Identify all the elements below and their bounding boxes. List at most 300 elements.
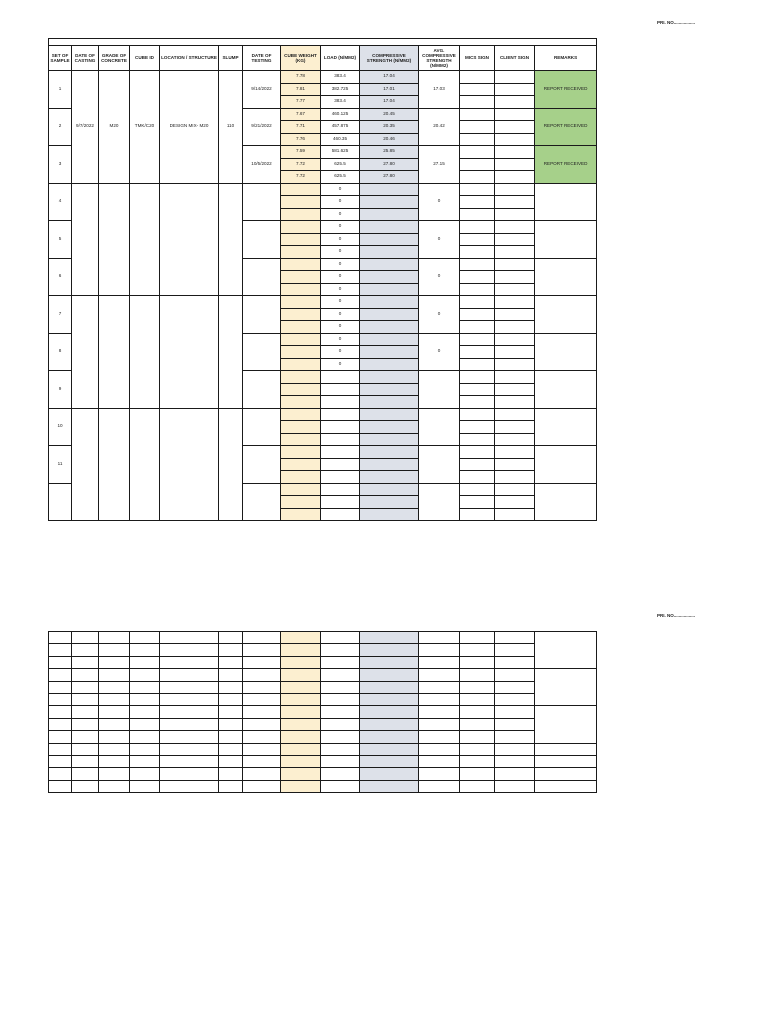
compressive-strength xyxy=(360,508,419,521)
mics-sign xyxy=(460,408,495,421)
empty-cell xyxy=(243,693,281,705)
empty-cell xyxy=(281,693,321,705)
avg-strength xyxy=(419,371,460,409)
load: 0 xyxy=(321,296,360,309)
load: 0 xyxy=(321,196,360,209)
empty-cell xyxy=(219,656,243,668)
empty-cell xyxy=(160,780,219,792)
client-sign xyxy=(495,346,535,359)
empty-cell xyxy=(99,755,130,767)
cube-weight xyxy=(281,396,321,409)
cube-weight: 7.72 xyxy=(281,158,321,171)
empty-cell xyxy=(72,681,99,693)
empty-cell xyxy=(49,743,72,755)
empty-cell xyxy=(243,644,281,656)
empty-cell xyxy=(130,669,160,681)
load xyxy=(321,421,360,434)
mics-sign xyxy=(460,346,495,359)
client-sign xyxy=(495,71,535,84)
mics-sign xyxy=(460,183,495,196)
load: 0 xyxy=(321,258,360,271)
header-slump: SLUMP xyxy=(219,46,243,71)
client-sign xyxy=(495,333,535,346)
empty-cell xyxy=(130,706,160,718)
cube-weight xyxy=(281,308,321,321)
avg-strength xyxy=(419,446,460,484)
empty-cell xyxy=(360,632,419,644)
cube-weight xyxy=(281,283,321,296)
empty-cell xyxy=(321,669,360,681)
client-sign xyxy=(495,446,535,459)
empty-cell xyxy=(219,706,243,718)
empty-cell xyxy=(321,681,360,693)
remarks xyxy=(535,408,597,446)
client-sign xyxy=(495,433,535,446)
compressive-strength xyxy=(360,371,419,384)
load xyxy=(321,496,360,509)
set-number: 8 xyxy=(49,333,72,371)
slump xyxy=(219,296,243,409)
empty-cell xyxy=(281,706,321,718)
empty-cell xyxy=(130,693,160,705)
remarks xyxy=(535,768,597,780)
header-remarks: REMARKS xyxy=(535,46,597,71)
remarks xyxy=(535,296,597,334)
table-row xyxy=(49,71,597,84)
empty-cell xyxy=(281,768,321,780)
cube-id: TMK/C20 xyxy=(130,71,160,184)
empty-cell xyxy=(495,731,535,743)
empty-cell xyxy=(243,743,281,755)
empty-cell xyxy=(360,644,419,656)
mics-sign xyxy=(460,71,495,84)
load xyxy=(321,433,360,446)
empty-cell xyxy=(460,706,495,718)
cube-weight xyxy=(281,508,321,521)
remarks xyxy=(535,632,597,669)
testing-date xyxy=(243,483,281,521)
empty-cell xyxy=(99,693,130,705)
empty-cell xyxy=(360,743,419,755)
client-sign xyxy=(495,246,535,259)
empty-cell xyxy=(419,632,460,644)
empty-cell xyxy=(460,718,495,730)
remarks: REPORT RECEIVED xyxy=(535,71,597,109)
set-number: 10 xyxy=(49,408,72,446)
empty-cell xyxy=(360,669,419,681)
load: 460.125 xyxy=(321,108,360,121)
compressive-strength xyxy=(360,458,419,471)
compressive-strength xyxy=(360,183,419,196)
empty-cell xyxy=(49,718,72,730)
empty-cell xyxy=(219,718,243,730)
load: 0 xyxy=(321,246,360,259)
empty-cell xyxy=(460,743,495,755)
empty-cell xyxy=(49,681,72,693)
empty-cell xyxy=(130,718,160,730)
client-sign xyxy=(495,471,535,484)
empty-cell xyxy=(219,644,243,656)
header-client: CLIENT SIGN xyxy=(495,46,535,71)
avg-strength: 0 xyxy=(419,333,460,371)
cube-weight: 7.81 xyxy=(281,83,321,96)
avg-strength: 17.03 xyxy=(419,71,460,109)
empty-cell xyxy=(72,755,99,767)
empty-cell xyxy=(460,693,495,705)
client-sign xyxy=(495,208,535,221)
client-sign xyxy=(495,271,535,284)
cube-weight xyxy=(281,496,321,509)
load xyxy=(321,471,360,484)
mics-sign xyxy=(460,221,495,234)
mics-sign xyxy=(460,146,495,159)
cube-weight xyxy=(281,371,321,384)
empty-cell xyxy=(460,755,495,767)
client-sign xyxy=(495,121,535,134)
empty-cell xyxy=(281,669,321,681)
empty-cell xyxy=(72,669,99,681)
compressive-strength xyxy=(360,496,419,509)
empty-cell xyxy=(130,780,160,792)
compressive-strength xyxy=(360,396,419,409)
empty-cell xyxy=(72,768,99,780)
cube-id xyxy=(130,183,160,296)
cube-weight xyxy=(281,221,321,234)
client-sign xyxy=(495,396,535,409)
empty-cell xyxy=(243,731,281,743)
empty-cell xyxy=(360,755,419,767)
empty-cell xyxy=(321,731,360,743)
empty-cell xyxy=(281,632,321,644)
empty-cell xyxy=(360,768,419,780)
compressive-strength xyxy=(360,283,419,296)
empty-cell xyxy=(130,743,160,755)
empty-cell xyxy=(49,644,72,656)
empty-cell xyxy=(160,706,219,718)
empty-cell xyxy=(160,743,219,755)
compressive-strength xyxy=(360,208,419,221)
empty-cell xyxy=(160,656,219,668)
table-row xyxy=(49,755,597,767)
empty-cell xyxy=(160,644,219,656)
mics-sign xyxy=(460,208,495,221)
empty-cell xyxy=(360,706,419,718)
compressive-strength xyxy=(360,358,419,371)
table-row xyxy=(49,681,597,693)
cube-weight xyxy=(281,446,321,459)
remarks xyxy=(535,755,597,767)
avg-strength xyxy=(419,408,460,446)
remarks xyxy=(535,669,597,706)
empty-cell xyxy=(321,768,360,780)
cube-weight xyxy=(281,483,321,496)
compressive-strength xyxy=(360,333,419,346)
empty-cell xyxy=(321,656,360,668)
empty-cell xyxy=(219,743,243,755)
cube-weight xyxy=(281,208,321,221)
table-row xyxy=(49,296,597,309)
empty-cell xyxy=(49,693,72,705)
empty-cell xyxy=(281,780,321,792)
table-row xyxy=(49,768,597,780)
empty-cell xyxy=(243,780,281,792)
mics-sign xyxy=(460,83,495,96)
set-number xyxy=(49,483,72,521)
grade: M20 xyxy=(99,71,130,184)
empty-cell xyxy=(219,693,243,705)
empty-cell xyxy=(243,706,281,718)
empty-cell xyxy=(360,780,419,792)
empty-cell xyxy=(495,718,535,730)
compressive-strength xyxy=(360,471,419,484)
empty-cell xyxy=(360,681,419,693)
compressive-strength xyxy=(360,246,419,259)
mics-sign xyxy=(460,333,495,346)
empty-cell xyxy=(160,693,219,705)
load xyxy=(321,383,360,396)
client-sign xyxy=(495,371,535,384)
compressive-strength: 20.35 xyxy=(360,121,419,134)
header-testing: DATE OF TESTING xyxy=(243,46,281,71)
mics-sign xyxy=(460,96,495,109)
client-sign xyxy=(495,496,535,509)
empty-cell xyxy=(130,681,160,693)
empty-cell xyxy=(49,731,72,743)
load: 0 xyxy=(321,233,360,246)
testing-date xyxy=(243,221,281,259)
cube-weight: 7.72 xyxy=(281,171,321,184)
empty-cell xyxy=(49,780,72,792)
empty-cell xyxy=(419,755,460,767)
empty-cell xyxy=(49,706,72,718)
set-number: 3 xyxy=(49,146,72,184)
client-sign xyxy=(495,158,535,171)
load xyxy=(321,508,360,521)
empty-cell xyxy=(130,731,160,743)
empty-cell xyxy=(321,718,360,730)
empty-cell xyxy=(460,731,495,743)
location xyxy=(160,296,219,409)
table-row xyxy=(49,644,597,656)
mics-sign xyxy=(460,433,495,446)
load: 0 xyxy=(321,321,360,334)
empty-cell xyxy=(495,743,535,755)
empty-cell xyxy=(49,669,72,681)
empty-cell xyxy=(281,681,321,693)
empty-cell xyxy=(130,755,160,767)
empty-cell xyxy=(49,656,72,668)
client-sign xyxy=(495,233,535,246)
empty-cell xyxy=(160,681,219,693)
load: 0 xyxy=(321,221,360,234)
avg-strength xyxy=(419,483,460,521)
empty-cell xyxy=(243,632,281,644)
empty-cell xyxy=(72,718,99,730)
empty-cell xyxy=(219,768,243,780)
compressive-strength xyxy=(360,308,419,321)
mics-sign xyxy=(460,508,495,521)
mics-sign xyxy=(460,458,495,471)
header-weight: CUBE WEIGHT (KG) xyxy=(281,46,321,71)
client-sign xyxy=(495,133,535,146)
compressive-strength xyxy=(360,421,419,434)
grade xyxy=(99,296,130,409)
cube-id xyxy=(130,296,160,409)
set-number: 6 xyxy=(49,258,72,296)
client-sign xyxy=(495,358,535,371)
load: 383.4 xyxy=(321,96,360,109)
header-avg: AVG. COMPRESSIVE STRENGTH (N/MM2) xyxy=(419,46,460,71)
empty-cell xyxy=(99,768,130,780)
table-row xyxy=(49,632,597,644)
empty-cell xyxy=(99,632,130,644)
empty-cell xyxy=(460,681,495,693)
load xyxy=(321,446,360,459)
empty-cell xyxy=(72,644,99,656)
empty-cell xyxy=(321,755,360,767)
compressive-strength xyxy=(360,483,419,496)
client-sign xyxy=(495,146,535,159)
table-row xyxy=(49,780,597,792)
empty-cell xyxy=(99,681,130,693)
set-number: 4 xyxy=(49,183,72,221)
empty-cell xyxy=(495,656,535,668)
casting-date xyxy=(72,296,99,409)
empty-cell xyxy=(243,681,281,693)
empty-cell xyxy=(160,731,219,743)
mics-sign xyxy=(460,496,495,509)
empty-cell xyxy=(281,731,321,743)
cube-weight xyxy=(281,408,321,421)
compressive-strength xyxy=(360,221,419,234)
client-sign xyxy=(495,258,535,271)
avg-strength: 0 xyxy=(419,221,460,259)
avg-strength: 0 xyxy=(419,183,460,221)
cube-weight: 7.59 xyxy=(281,146,321,159)
empty-cell xyxy=(419,644,460,656)
set-number: 9 xyxy=(49,371,72,409)
client-sign xyxy=(495,108,535,121)
testing-date: 9/21/2022 xyxy=(243,108,281,146)
remarks xyxy=(535,483,597,521)
header-grade: GRADE OF CONCRETE xyxy=(99,46,130,71)
empty-cell xyxy=(281,656,321,668)
mics-sign xyxy=(460,196,495,209)
second-sheet-table xyxy=(48,631,597,793)
table-row xyxy=(49,693,597,705)
client-sign xyxy=(495,296,535,309)
empty-cell xyxy=(419,731,460,743)
empty-cell xyxy=(219,669,243,681)
cube-weight xyxy=(281,383,321,396)
empty-cell xyxy=(419,693,460,705)
empty-cell xyxy=(321,693,360,705)
set-number: 7 xyxy=(49,296,72,334)
empty-cell xyxy=(219,780,243,792)
load: 457.875 xyxy=(321,121,360,134)
empty-cell xyxy=(72,780,99,792)
compressive-strength xyxy=(360,321,419,334)
empty-cell xyxy=(281,718,321,730)
load: 460.35 xyxy=(321,133,360,146)
empty-cell xyxy=(160,755,219,767)
header-cube-id: CUBE ID xyxy=(130,46,160,71)
table-top-band xyxy=(49,39,597,46)
mics-sign xyxy=(460,396,495,409)
cube-weight xyxy=(281,471,321,484)
mics-sign xyxy=(460,471,495,484)
empty-cell xyxy=(72,731,99,743)
testing-date xyxy=(243,333,281,371)
grade xyxy=(99,183,130,296)
casting-date: 9/7/2022 xyxy=(72,71,99,184)
load: 625.5 xyxy=(321,171,360,184)
empty-cell xyxy=(321,743,360,755)
empty-cell xyxy=(460,644,495,656)
remarks: REPORT RECEIVED xyxy=(535,146,597,184)
empty-cell xyxy=(243,718,281,730)
remarks: REPORT RECEIVED xyxy=(535,108,597,146)
client-sign xyxy=(495,308,535,321)
compressive-strength xyxy=(360,296,419,309)
load: 0 xyxy=(321,346,360,359)
load xyxy=(321,483,360,496)
compressive-strength xyxy=(360,408,419,421)
client-sign xyxy=(495,183,535,196)
remarks xyxy=(535,446,597,484)
empty-cell xyxy=(72,656,99,668)
cube-weight xyxy=(281,421,321,434)
empty-cell xyxy=(495,780,535,792)
load: 581.625 xyxy=(321,146,360,159)
slump xyxy=(219,183,243,296)
compressive-strength xyxy=(360,433,419,446)
mics-sign xyxy=(460,233,495,246)
cube-weight: 7.71 xyxy=(281,121,321,134)
header-location: LOCATION / STRUCTURE xyxy=(160,46,219,71)
empty-cell xyxy=(360,656,419,668)
load: 0 xyxy=(321,283,360,296)
cube-weight xyxy=(281,246,321,259)
empty-cell xyxy=(219,632,243,644)
empty-cell xyxy=(99,669,130,681)
client-sign xyxy=(495,408,535,421)
empty-cell xyxy=(360,718,419,730)
slump xyxy=(219,408,243,521)
table-row xyxy=(49,669,597,681)
empty-cell xyxy=(495,706,535,718)
empty-cell xyxy=(460,669,495,681)
table-row xyxy=(49,718,597,730)
grade xyxy=(99,408,130,521)
empty-cell xyxy=(281,755,321,767)
avg-strength: 27.15 xyxy=(419,146,460,184)
table-row xyxy=(49,183,597,196)
set-number: 1 xyxy=(49,71,72,109)
empty-cell xyxy=(243,656,281,668)
cube-weight: 7.76 xyxy=(281,133,321,146)
compressive-strength xyxy=(360,383,419,396)
compressive-strength: 27.80 xyxy=(360,158,419,171)
empty-cell xyxy=(321,780,360,792)
empty-cell xyxy=(160,718,219,730)
testing-date xyxy=(243,371,281,409)
cube-weight xyxy=(281,271,321,284)
casting-date xyxy=(72,183,99,296)
header-set: SET OF SAMPLE xyxy=(49,46,72,71)
client-sign xyxy=(495,96,535,109)
client-sign xyxy=(495,458,535,471)
